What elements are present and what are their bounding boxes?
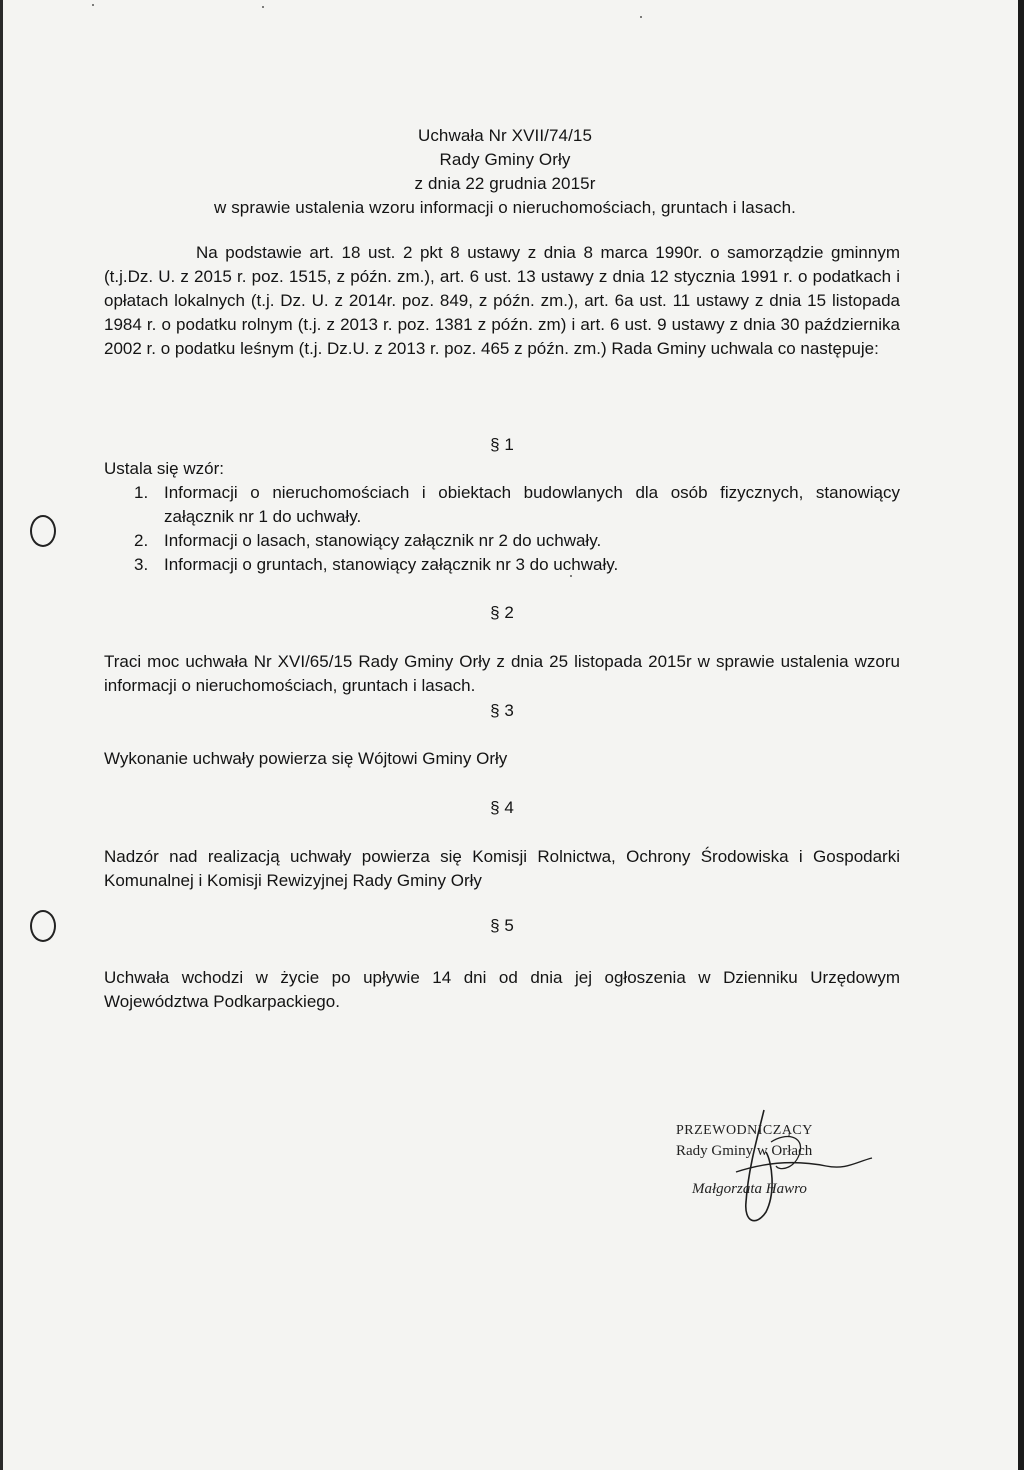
council-name: Rady Gminy Orły bbox=[439, 150, 571, 169]
section-1-intro: Ustala się wzór: bbox=[104, 459, 224, 478]
handwritten-signature-icon bbox=[676, 1102, 876, 1232]
section-1-sign: § 1 bbox=[490, 435, 514, 454]
section-3-text: Wykonanie uchwały powierza się Wójtowi Gminy Orły bbox=[104, 749, 508, 768]
signature-stamp bbox=[676, 1122, 876, 1200]
section-1-list bbox=[104, 481, 900, 577]
resolution-header bbox=[0, 124, 1010, 220]
section-4-text: Nadzór nad realizacją uchwały powierza się Komisji Rolnictwa, Ochrony Środowiska i Gospodarki Komunalnej i Komisji Rewizyjnej Rady Gminy Orły bbox=[104, 847, 900, 890]
list-item-text: Informacji o lasach, stanowiący załącznik nr 2 do uchwały. bbox=[164, 531, 602, 550]
list-item bbox=[104, 553, 900, 577]
list-item-number: 2. bbox=[134, 531, 149, 550]
section-3-sign: § 3 bbox=[490, 701, 514, 720]
scan-speck bbox=[262, 6, 264, 8]
list-item-text: Informacji o gruntach, stanowiący załącznik nr 3 do uchwały. bbox=[164, 555, 619, 574]
section-5-text: Uchwała wchodzi w życie po upływie 14 dni od dnia jej ogłoszenia w Dzienniku Urzędowym Województwa Podkarpackiego. bbox=[104, 968, 900, 1011]
list-item bbox=[104, 481, 900, 529]
resolution-date: z dnia 22 grudnia 2015r bbox=[414, 174, 596, 193]
punch-hole-top bbox=[30, 515, 56, 547]
scan-edge-left bbox=[0, 0, 3, 1470]
signature-title: PRZEWODNICZĄCY bbox=[676, 1123, 813, 1138]
preamble: Na podstawie art. 18 ust. 2 pkt 8 ustawy z dnia 8 marca 1990r. o samorządzie gminnym (t.j.Dz. U. z 2015 r. poz. 1515, z późn. zm.), art. 6 ust. 13 ustawy z dnia 12 stycznia 1991 r. o podatkach i opłatach lokalnych (t.j. Dz. U. z 2014r. poz. 849, z późn. zm.), art. 6a ust. 11 ustawy z dnia 15 listopada 1984 r. o podatku rolnym (t.j. z 2013 r. poz. 1381 z późn. zm) i art. 6 ust. 9 ustawy z dnia 30 października 2002 r. o podatku leśnym (t.j. Dz.U. z 2013 r. poz. 465 z późn. zm.) Rada Gminy uchwala co następuje: bbox=[104, 243, 900, 358]
section-4-sign: § 4 bbox=[490, 798, 514, 817]
scan-edge-right bbox=[1018, 0, 1024, 1470]
scan-speck bbox=[640, 16, 642, 18]
resolution-number: Uchwała Nr XVII/74/15 bbox=[417, 126, 593, 145]
section-2-text: Traci moc uchwała Nr XVI/65/15 Rady Gminy Orły z dnia 25 listopada 2015r w sprawie ustalenia wzoru informacji o nieruchomościach, gruntach i lasach. bbox=[104, 652, 900, 695]
scan-speck bbox=[92, 4, 94, 6]
list-item-text: Informacji o nieruchomościach i obiektach budowlanych dla osób fizycznych, stanowiący załącznik nr 1 do uchwały. bbox=[164, 483, 900, 526]
punch-hole-bottom bbox=[30, 910, 56, 942]
signature-name: Małgorzata Hawro bbox=[692, 1181, 807, 1197]
section-2-sign: § 2 bbox=[490, 603, 514, 622]
section-5-sign: § 5 bbox=[490, 916, 514, 935]
list-item-number: 1. bbox=[134, 483, 149, 502]
signature-body: Rady Gminy w Orłach bbox=[676, 1143, 813, 1159]
resolution-subject: w sprawie ustalenia wzoru informacji o nieruchomościach, gruntach i lasach. bbox=[214, 198, 796, 217]
list-item bbox=[104, 529, 900, 553]
list-item-number: 3. bbox=[134, 555, 149, 574]
